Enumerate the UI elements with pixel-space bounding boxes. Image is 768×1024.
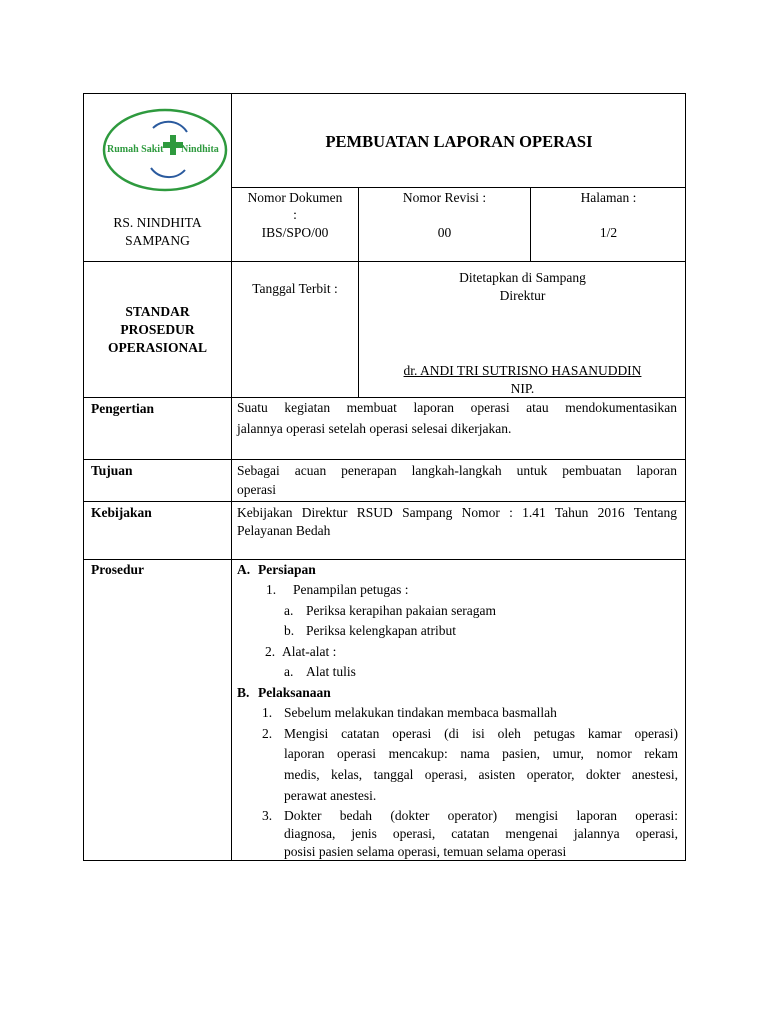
a2a-marker: a. (284, 664, 294, 679)
a2-text: Alat-alat : (282, 644, 337, 659)
pengertian-line2: jalannya operasi setelah operasi selesai dikerjakan. (237, 421, 512, 436)
doc-number-colon: : (293, 207, 297, 222)
nip-label: NIP. (510, 381, 535, 396)
b2-line2: laporan operasi mencakup: nama pasien, umur, nomor rekam (284, 746, 678, 761)
page-title: PEMBUATAN LAPORAN OPERASI (325, 132, 593, 151)
b1-text: Sebelum melakukan tindakan membaca basmallah (284, 705, 557, 720)
b2-line1: Mengisi catatan operasi (di isi oleh petugas kamar operasi) (284, 726, 678, 741)
sop-line2: PROSEDUR (120, 322, 195, 337)
b2-marker: 2. (262, 726, 273, 741)
a2a-text: Alat tulis (306, 664, 356, 679)
tujuan-line2: operasi (237, 482, 276, 497)
kebijakan-label: Kebijakan (91, 505, 152, 520)
row-divider (83, 559, 686, 560)
b3-line2: diagnosa, jenis operasi, catatan mengenai jalannya operasi, (284, 826, 678, 841)
page-label: Halaman : (580, 190, 637, 205)
kebijakan-line1: Kebijakan Direktur RSUD Sampang Nomor : 1.41 Tahun 2016 Tentang (237, 505, 677, 520)
hospital-logo (101, 108, 231, 196)
issue-date-label: Tanggal Terbit : (252, 281, 338, 296)
b3-line1: Dokter bedah (dokter operator) mengisi laporan operasi: (284, 808, 678, 823)
a2-marker: 2. (265, 644, 276, 659)
section-b-title: Pelaksanaan (258, 685, 331, 700)
sop-line3: OPERASIONAL (107, 340, 207, 355)
a1-text: Penampilan petugas : (293, 582, 409, 597)
director-name: dr. ANDI TRI SUTRISNO HASANUDDIN (403, 363, 642, 378)
tujuan-label: Tujuan (91, 463, 133, 478)
row-divider (231, 187, 686, 188)
section-a-marker: A. (237, 562, 251, 577)
a1b-text: Periksa kelengkapan atribut (306, 623, 456, 638)
row-divider (83, 459, 686, 460)
a1a-text: Periksa kerapihan pakaian seragam (306, 603, 497, 618)
b3-marker: 3. (262, 808, 273, 823)
logo-text-right: Nindhita (181, 144, 219, 155)
revision-label: Nomor Revisi : (402, 190, 487, 205)
b3-line3: posisi pasien selama operasi, temuan selama operasi (284, 844, 567, 859)
a1-marker: 1. (266, 582, 277, 597)
tujuan-line1: Sebagai acuan penerapan langkah-langkah untuk pembuatan laporan (237, 463, 677, 478)
hospital-name-line2: SAMPANG (125, 233, 190, 248)
prosedur-label: Prosedur (91, 562, 144, 577)
doc-number-value: IBS/SPO/00 (261, 225, 329, 240)
row-divider (83, 501, 686, 502)
kebijakan-line2: Pelayanan Bedah (237, 523, 331, 538)
b1-marker: 1. (262, 705, 273, 720)
hospital-name-line1: RS. NINDHITA (113, 215, 202, 230)
doc-number-label: Nomor Dokumen (247, 190, 343, 205)
a1a-marker: a. (284, 603, 294, 618)
pengertian-label: Pengertian (91, 401, 154, 416)
b2-line4: perawat anestesi. (284, 788, 377, 803)
established-line1: Ditetapkan di Sampang (459, 270, 586, 285)
b2-line3: medis, kelas, tanggal operasi, asisten operator, dokter anestesi, (284, 767, 678, 782)
revision-value: 00 (437, 225, 452, 240)
a1b-marker: b. (284, 623, 295, 638)
section-b-marker: B. (237, 685, 250, 700)
established-line2: Direktur (499, 288, 546, 303)
page-value: 1/2 (599, 225, 618, 240)
section-a-title: Persiapan (258, 562, 316, 577)
sop-line1: STANDAR (125, 304, 190, 319)
pengertian-line1: Suatu kegiatan membuat laporan operasi atau mendokumentasikan (237, 400, 677, 415)
row-divider (83, 261, 686, 262)
logo-text-left: Rumah Sakit (107, 144, 164, 155)
